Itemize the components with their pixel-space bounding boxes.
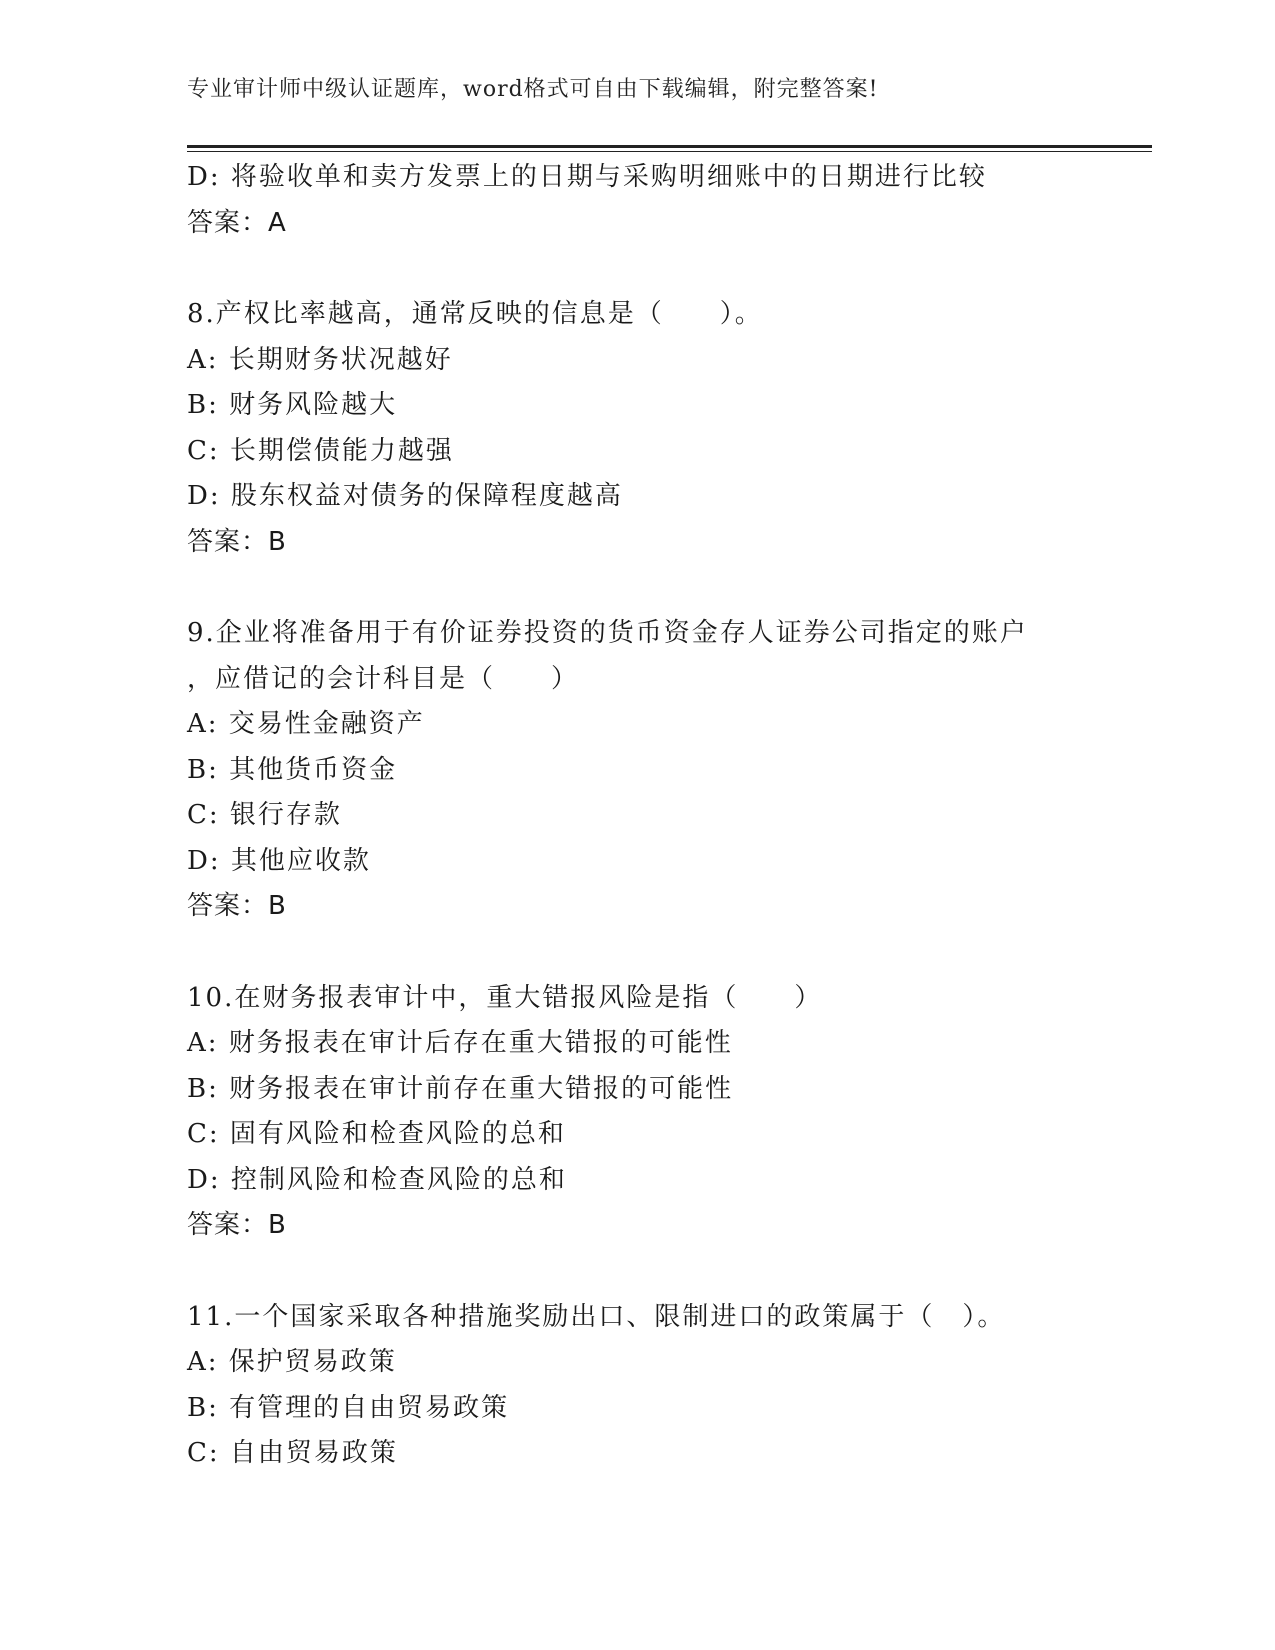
option-d: D: 将验收单和卖方发票上的日期与采购明细账中的日期进行比较 [187,162,987,192]
option-d: D: 股东权益对债务的保障程度越高 [187,481,623,511]
option-b: B: 其他货币资金 [187,754,398,785]
answer-line: 答案：B [187,1210,287,1240]
answer-line: 答案：B [187,891,287,921]
question-stem: 8.产权比率越高，通常反映的信息是（ ）。 [187,299,763,329]
option-c: C: 银行存款 [187,800,342,830]
header-rule-thick [187,145,1152,148]
spacer [187,1249,1152,1295]
spacer [187,565,1152,611]
option-a: A: 长期财务状况越好 [187,344,453,375]
question-stem: 10.在财务报表审计中，重大错报风险是指（ ） [187,982,823,1013]
answer-line: 答案：B [187,526,287,557]
option-c: C: 长期偿债能力越强 [187,435,454,466]
question-stem: 9.企业将准备用于有价证券投资的货币资金存人证券公司指定的账户 [187,618,1028,648]
question-content [187,155,1152,1477]
spacer [187,930,1152,976]
header-rule-thin [187,151,1152,152]
option-c: C: 自由贸易政策 [187,1438,398,1468]
option-a: A: 财务报表在审计后存在重大错报的可能性 [187,1028,733,1058]
option-d: D: 控制风险和检查风险的总和 [187,1164,567,1195]
page-header: 专业审计师中级认证题库，word格式可自由下载编辑，附完整答案! [187,77,879,102]
option-b: B: 财务报表在审计前存在重大错报的可能性 [187,1073,734,1104]
option-d: D: 其他应收款 [187,845,371,876]
option-c: C: 固有风险和检查风险的总和 [187,1119,566,1149]
option-b: B: 有管理的自由贸易政策 [187,1392,510,1423]
question-stem: 11.一个国家采取各种措施奖励出口、限制进口的政策属于（ ）。 [187,1301,1006,1332]
question-stem-continued: ，应借记的会计科目是（ ） [187,663,580,694]
answer-line: 答案：A [187,207,287,238]
option-b: B: 财务风险越大 [187,390,398,420]
option-a: A: 交易性金融资产 [187,709,425,739]
option-a: A: 保护贸易政策 [187,1347,397,1377]
spacer [187,246,1152,292]
